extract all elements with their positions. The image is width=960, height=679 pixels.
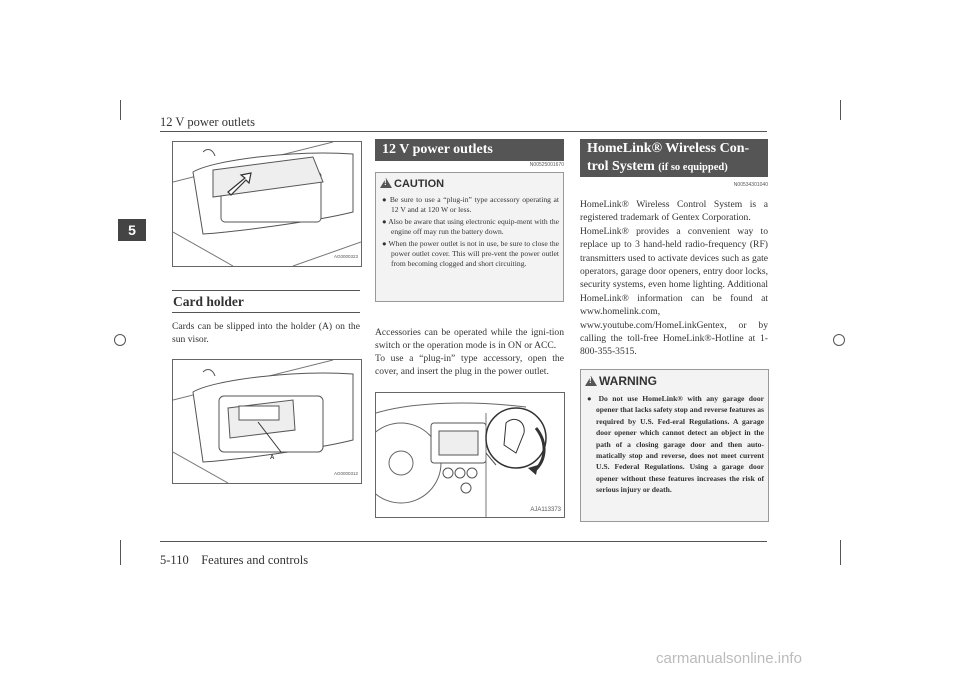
warning-item: ● Do not use HomeLink® with any garage door opener that lacks safety stop and reverse features as required by U.S. Fed-eral Regulations. A garage door opener which cannot detect an object in the path of a closing garage door and then auto-matically stop and reverse, does not meet current U.S. Federal Regulations. Using a garage door opener without these features increases the risk of serious injury or death. [587, 394, 764, 495]
sun-visor-illustration [173, 142, 361, 266]
card-holder-figure [172, 359, 362, 484]
caution-heading: !CAUTION [380, 178, 444, 190]
crop-mark-bottom-left [120, 540, 121, 565]
warning-list [587, 393, 764, 498]
registration-mark-left [114, 334, 126, 346]
homelink-title-sub: (if so equipped) [658, 162, 728, 173]
chapter-tab: 5 [118, 219, 146, 241]
homelink-title: HomeLink® Wireless Con-trol System (if so equipped) [587, 141, 750, 174]
registration-mark-right [833, 334, 845, 346]
header-rule [160, 131, 767, 132]
caution-item: ● Also be aware that using electronic equip-ment with the engine off may run the battery down. [382, 217, 559, 236]
power-outlets-title: 12 V power outlets [375, 139, 564, 161]
crop-mark-bottom-right [840, 540, 841, 565]
caution-item: ● When the power outlet is not in use, be sure to close the power outlet cover. This will pre-vent the power outlet from becoming clogged and short circuiting. [382, 239, 559, 268]
homelink-title-bar [580, 139, 768, 177]
homelink-body: HomeLink® Wireless Control System is a registered trademark of Gentex Corporation. HomeLink® provides a convenient way to replace up to 3 hand-held radio-frequency (RF) transmitters used to activate devices such as gate operators, garage door openers, entry door locks, security systems, even home lighting. Additional HomeLink® information can be found at www.homelink.com, www.youtube.com/HomeLinkGentex, or by calling the toll-free HomeLink®-Hotline at 1-800-355-3515. [580, 199, 768, 358]
power-outlet-figure [375, 392, 565, 518]
warning-triangle-icon [585, 376, 597, 386]
caution-box [375, 172, 564, 302]
section-code: N00525001670 [529, 162, 564, 168]
footer-rule [160, 541, 767, 542]
page-header-title: 12 V power outlets [160, 115, 256, 129]
figure-code: AG0000312 [333, 471, 358, 476]
card-holder-title-rule-bottom [172, 312, 360, 313]
crop-mark-top-left [120, 100, 121, 120]
warning-heading: !WARNING [585, 374, 657, 388]
sun-visor-figure [172, 141, 362, 267]
warning-box [580, 369, 769, 522]
warning-triangle-icon [380, 178, 392, 188]
crop-mark-top-right [840, 100, 841, 120]
caution-list [382, 195, 559, 271]
card-holder-body: Cards can be slipped into the holder (A) on the sun visor. [172, 321, 360, 345]
figure-code: AG0000323 [333, 254, 358, 259]
dashboard-illustration [376, 393, 564, 517]
card-holder-title: Card holder [173, 294, 244, 309]
card-holder-illustration [173, 360, 361, 483]
page-footer: 5-110 Features and controls [160, 553, 309, 567]
watermark: carmanualsonline.info [656, 650, 802, 667]
figure-code: AJA113373 [530, 507, 561, 513]
power-outlets-body: Accessories can be operated while the igni-tion switch or the operation mode is in ON or ACC. To use a “plug-in” type accessory, open the cover, and insert the plug in the power outlet. [375, 327, 564, 377]
section-code: N00534301040 [733, 182, 768, 188]
caution-item: ● Be sure to use a “plug-in” type accessory operating at 12 V and at 120 W or less. [382, 195, 559, 214]
card-holder-title-rule-top [172, 290, 360, 291]
figure-label-a: A [270, 455, 275, 461]
